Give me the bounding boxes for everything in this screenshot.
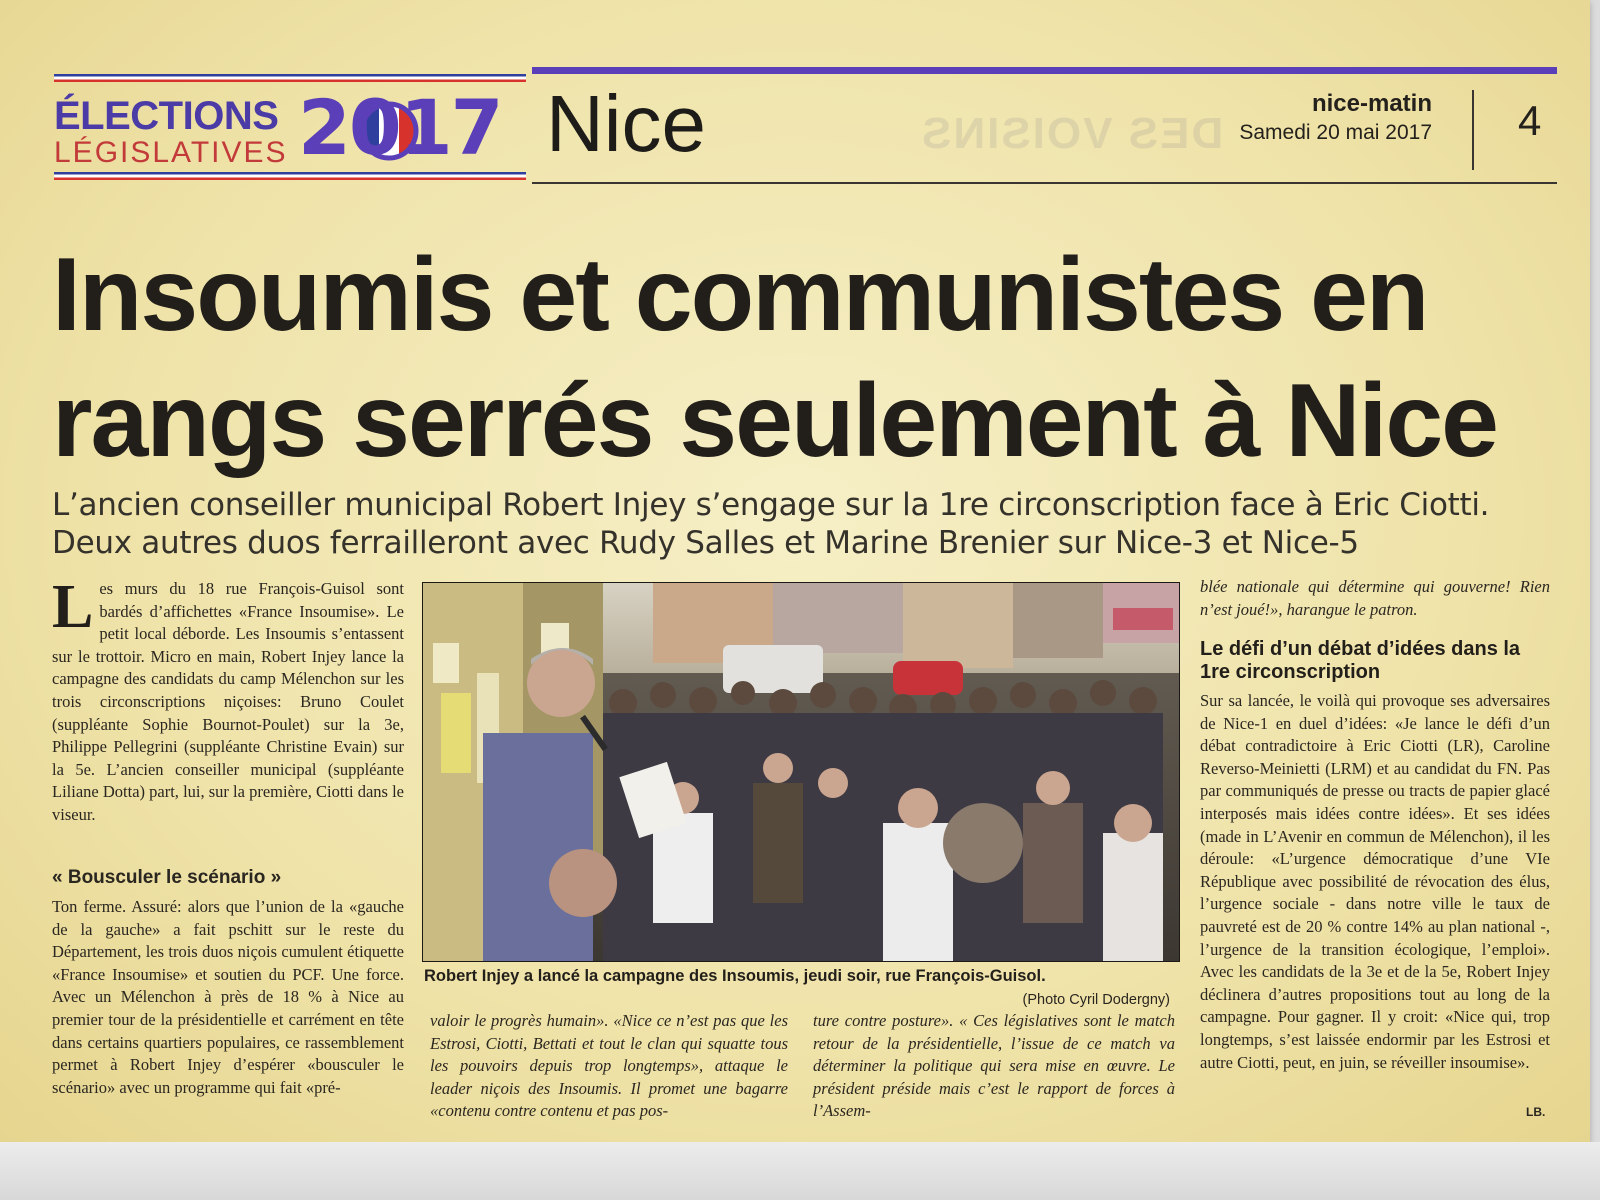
deck-line-1: L’ancien conseiller municipal Robert Injey s’engage sur la 1re circonscription face à Eric Ciotti. bbox=[52, 487, 1490, 523]
header-rule-top-right bbox=[532, 67, 1557, 74]
author-initials: LB. bbox=[1526, 1105, 1546, 1119]
issue-date: Samedi 20 mai 2017 bbox=[1239, 121, 1432, 144]
column-4-top bbox=[1200, 576, 1550, 621]
photo-caption: Robert Injey a lancé la campagne des Insoumis, jeudi soir, rue François-Guisol. bbox=[424, 967, 1046, 985]
column-1-intro bbox=[52, 573, 404, 827]
page-number: 4 bbox=[1518, 97, 1542, 144]
newspaper-name: nice-matin bbox=[1311, 90, 1432, 117]
photo-credit: (Photo Cyril Dodergny) bbox=[1022, 992, 1170, 1008]
intro-text: es murs du 18 rue François-Guisol sont bardés d’affichettes «France Insoumise». Le petit local déborde. Les Insoumis s’entassent sur le trottoir. Micro en main, Robert Injey lance la campagne des candidats du camp Mélenchon sur les trois circonscriptions niçoises: Bruno Coulet (suppléante Sophie Bournot-Poulet) sur la 3e, Philippe Pellegrini (suppléante Christine Evain) sur la 5e. L’ancien conseiller municipal (suppléante Liliane Dotta) part, lui, sur la première, Ciotti dans le viseur. bbox=[52, 579, 404, 824]
header-divider bbox=[1472, 90, 1474, 170]
column-4-top-text: blée nationale qui détermine qui gouverne! Rien n’est joué!», harangue le patron. bbox=[1200, 577, 1550, 619]
drop-cap: L bbox=[52, 573, 94, 641]
kicker-elections: ÉLECTIONS bbox=[54, 94, 279, 138]
headline: Insoumis et communistes en rangs serrés seulement à Nice bbox=[52, 237, 1498, 479]
column-1-body: Ton ferme. Assuré: alors que l’union de la «gauche de la gauche» a fait pschitt sur le reste du Département, les trois duos niçois cumulent étiquette «France Insoumise» et soutien du PCF. Une force. Avec un Mélenchon à près de 18 % à Nice au premier tour de la présidentielle et carrément en tête dans certains quartiers populaires, ce rassemblement permet à Robert Injey d’espérer «bousculer le scénario» avec un programme qui fait «pré- bbox=[52, 897, 404, 1097]
campaign-rally-photo bbox=[422, 582, 1180, 962]
subhead-defi-debat: Le défi d’un débat d’idées dans la 1re circonscription bbox=[1200, 638, 1521, 683]
deck bbox=[52, 486, 1562, 562]
subhead-bousculer: « Bousculer le scénario » bbox=[52, 867, 282, 888]
header-rule-bottom-left bbox=[54, 172, 526, 180]
deck-line-2: Deux autres duos ferrailleront avec Rudy Salles et Marine Brenier sur Nice-3 et Nice-5 bbox=[52, 525, 1359, 561]
column-4-body: Sur sa lancée, le voilà qui provoque ses adversaires de Nice-1 en duel d’idées: «Je lance le défi d’un débat contradictoire à Eric Ciotti (LR), Caroline Reverso-Meinietti (LRM) et au candidat du FN. Pas par communiqués de presse ou tracts de papier glacé interposés mais idées contre idées». Et ses idées (made in L’Avenir en commun de Mélenchon), il les déroule: «L’urgence démocratique d’une VIe République avec possibilité de révocation des élus, l’urgence sociale - dans notre ville le taux de pauvreté est de 20 % contre 14% au plan national -, l’urgence de la transition écologique, l’emploi». Avec les candidats de la 3e et de la 5e, Robert Injey déclinera d’autres propositions tout au long de la campagne. Pour gagner. Il y croit: «Nice qui, trop longtemps, s’est laissée endormir par les Estrosi et autre Ciotti, peut, en juin, se réveiller insoumise». bbox=[1200, 691, 1550, 1072]
column-3-body: ture contre posture». « Ces législatives sont le match retour de la présidentielle, l’issue de ce match va déterminer la politique qui sera mise en œuvre. Le président préside mais c’est le rapport de forces à l’Assem- bbox=[813, 1011, 1175, 1121]
header-rule-top-left bbox=[54, 74, 526, 82]
kicker-legislatives: LÉGISLATIVES bbox=[54, 136, 288, 169]
crowd-photo-illustration bbox=[423, 583, 1179, 961]
header-rule-bottom-right bbox=[532, 182, 1557, 184]
election-year: 2017 bbox=[298, 83, 502, 172]
section-name: Nice bbox=[546, 79, 707, 168]
column-2-text bbox=[430, 1010, 788, 1123]
column-2-body: valoir le progrès humain». «Nice ce n’est pas que les Estrosi, Ciotti, Bettati et tout le clan qui squatte tous les pouvoirs depuis trop longtemps», attaque le leader niçois des Insoumis. Il promet une bagarre «contenu contre contenu et pas pos- bbox=[430, 1011, 788, 1121]
column-3-text bbox=[813, 1010, 1175, 1123]
scan-background-strip bbox=[0, 1142, 1600, 1200]
bleed-through-text: DES VOISINS bbox=[920, 109, 1224, 158]
